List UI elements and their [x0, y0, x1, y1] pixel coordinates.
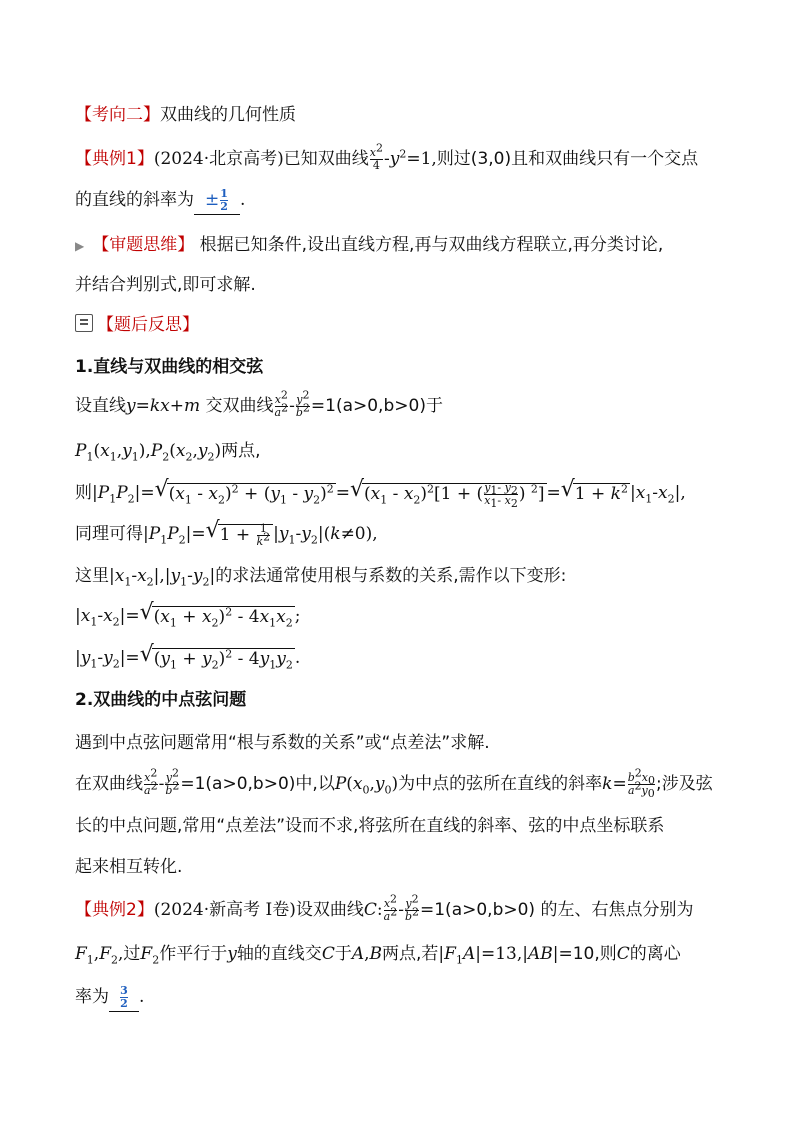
part2-heading: 2.双曲线的中点弦问题 [75, 690, 247, 710]
answer-fraction-2: $\frac{3}{2}$ [120, 984, 128, 1010]
answer-fraction-1: $\frac{1}{2}$ [220, 187, 228, 213]
part2-line1: 遇到中点弦问题常用“根与系数的关系”或“点差法”求解. [75, 733, 490, 753]
triangle-icon: ▶ [75, 239, 85, 253]
note-icon [75, 314, 93, 332]
answer-blank-2 [109, 983, 139, 1012]
example2-line1: 【典例2】(2024·新高考 I卷)设双曲线C: $\frac{x^2}{a^2}$ - $\frac{y^2}{b^2}$ =1(a>0,b>0) 的左、右焦点分别为 [75, 892, 694, 923]
example2-line3: 率为 $\frac{3}{2}$ . [75, 984, 145, 1010]
thinking-line2: 并结合判别式,即可求解. [75, 275, 256, 295]
part1-line-here: 这里$|x_1-x_2|,|y_1-y_2|$的求法通常使用根与系数的关系,需作以下变形: [75, 566, 567, 589]
part1-line-setup: 设直线y=kx+m 交双曲线 $\frac{x^2}{a^2}$ - $\frac{y^2}{b^2}$ =1(a>0,b>0)于 [75, 388, 443, 419]
part2-line2: 在双曲线 $\frac{x^2}{a^2}$ - $\frac{y^2}{b^2}$ =1(a>0,b>0)中,以$P(x_0,y_0)$为中点的弦所在直线的斜率k= $\frac{b^2x_0}{a^2y_0}$ ;涉及弦 [75, 766, 713, 801]
example1-tag: 【典例1】 [75, 149, 154, 169]
part1-line-similar: 同理可得$|P_1P_2|=√$ 1 + $\frac{1}{k^2}$ $|y_1-y_2|(k\ne 0)$, [75, 520, 754, 549]
section-title: 双曲线的几何性质 [160, 105, 296, 125]
example1-line1: 【典例1】(2024·北京高考)已知双曲线 $\frac{x^2}{4}$ $-y^2=1$,则过(3,0)且和双曲线只有一个交点 [75, 141, 699, 172]
example2-line2: $F_1,F_2$,过$F_2$作平行于y轴的直线交C于A,B两点,若$|F_1A|=13,|AB|=10$,则C的离心 [75, 944, 681, 967]
part1-heading: 1.直线与双曲线的相交弦 [75, 357, 264, 377]
thinking-line1: ▶ 【审题思维】 根据已知条件,设出直线方程,再与双曲线方程联立,再分类讨论, [75, 235, 664, 255]
example1-line2: 的直线的斜率为 ± $\frac{1}{2}$ . [75, 187, 246, 213]
section-bracket: 【考向二】 [75, 105, 160, 125]
part1-line-y-diff: $|y_1-y_2|=√$ $(y_1 + y_2)^2 - 4y_1y_2$ . [75, 644, 754, 673]
part2-line4: 起来相互转化. [75, 857, 183, 877]
section-heading [75, 101, 754, 129]
answer-blank-1: ± $\frac{1}{2}$ [194, 186, 240, 215]
part2-line3: 长的中点问题,常用“点差法”设而不求,将弦所在直线的斜率、弦的中点坐标联系 [75, 816, 665, 836]
thinking-tag: 【审题思维】 [92, 235, 195, 255]
example2-tag: 【典例2】 [75, 900, 154, 920]
part1-line-points: $P_1(x_1,y_1),P_2(x_2,y_2)$两点, [75, 441, 261, 464]
reflection-heading: 【题后反思】 [75, 311, 754, 339]
fraction-x2-4: $\frac{x^2}{4}$ [369, 141, 383, 172]
part1-line-x-diff: $|x_1-x_2|=√$ $(x_1 + x_2)^2 - 4x_1x_2$ ; [75, 602, 754, 631]
part1-line-chord: 则$|P_1P_2|=√$ $(x_1 - x_2)^2 + (y_1 - y_2)^2$ =√ $(x_1 - x_2)^2[1$ + ( $\frac{y_1- y_2}{x_1- x_2}$ ) $^2$] =√ $1 + k^2$ $|x_1-x_2|$, [75, 479, 754, 508]
